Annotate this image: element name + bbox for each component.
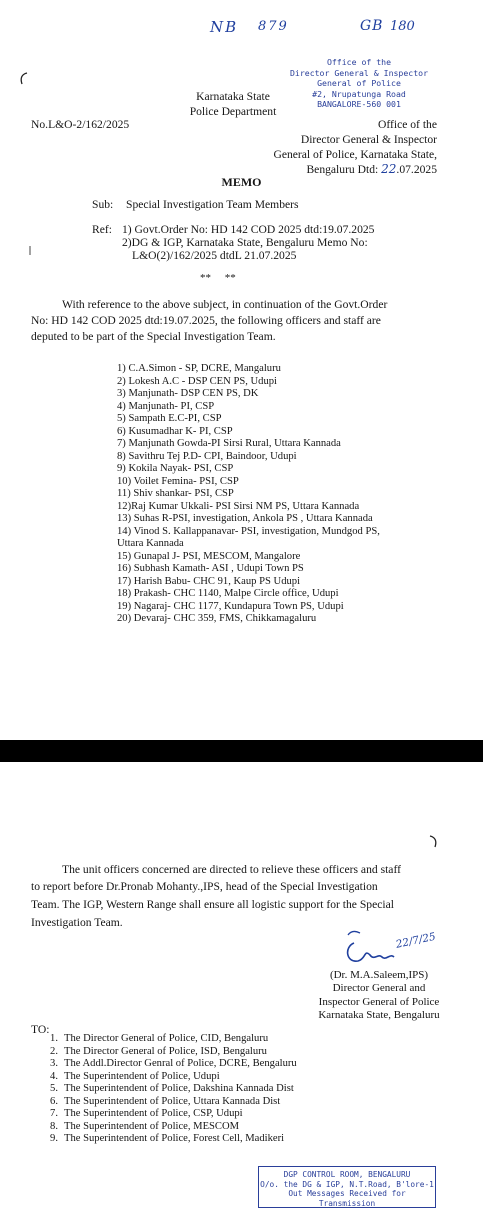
directive-paragraph-line-3: Team. The IGP, Western Range shall ensure all logistic support for the Special [31, 898, 394, 911]
recipient-item [34, 1096, 280, 1109]
signatory-title-2: Inspector General of Police [318, 995, 440, 1008]
ref-item-2: 2)DG & IGP, Karnataka State, Bengaluru Memo No: [122, 236, 368, 249]
stamp-top-line-4: #2, Nrupatunga Road [312, 88, 406, 99]
officer-item: 5) Sampath E.C-PI, CSP [117, 413, 222, 424]
memo-title: MEMO [221, 175, 262, 189]
officer-item: 12)Raj Kumar Ukkali- PSI Sirsi NM PS, Uttara Kannada [117, 500, 360, 512]
reference-number: No.L&O-2/162/2025 [31, 118, 130, 131]
recipient-number: 3. [50, 1058, 58, 1069]
punch-mark-middle [27, 245, 37, 257]
officer-item: 18) Prakash- CHC 1140, Malpe Circle office, Udupi [117, 588, 339, 599]
officer-item: 17) Harish Babu- CHC 91, Kaup PS Udupi [117, 575, 301, 587]
intro-paragraph-line-2: No: HD 142 COD 2025 dtd:19.07.2025, the following officers and staff are [31, 314, 381, 327]
intro-paragraph-line-3: deputed to be part of the Special Investigation Team. [31, 330, 276, 343]
page-break-bar [0, 740, 483, 762]
control-room-stamp [258, 1166, 436, 1208]
recipient-number: 9. [50, 1133, 58, 1144]
signatory-title-3: Karnataka State, Bengaluru [318, 1008, 440, 1021]
recipient-text: The Addl.Director Genral of Police, DCRE, Bengaluru [64, 1058, 297, 1069]
office-stamp-top [284, 57, 434, 110]
signature-date: 22/7/25 [394, 930, 437, 951]
to-label: TO: [31, 1023, 50, 1036]
directive-paragraph-line-1: The unit officers concerned are directed to relieve these officers and staff [62, 863, 401, 876]
recipient-item [34, 1133, 284, 1146]
officer-item: 7) Manjunath Gowda-PI Sirsi Rural, Uttara Kannada [117, 438, 341, 449]
signatory-name: (Dr. M.A.Saleem,IPS) [329, 969, 429, 981]
recipient-text: The Superintendent of Police, Uttara Kannada Dist [64, 1095, 281, 1107]
recipient-item [34, 1058, 297, 1071]
recipient-item [34, 1071, 220, 1084]
handwritten-nb-number: 879 [258, 19, 289, 34]
intro-paragraph-line-1: With reference to the above subject, in continuation of the Govt.Order [62, 298, 388, 311]
office-date-handwritten: 22 [381, 162, 397, 176]
control-room-stamp-line-1: DGP CONTROL ROOM, BENGALURU [283, 1170, 411, 1179]
officer-item: 8) Savithru Tej P.D- CPI, Baindoor, Udupi [117, 450, 297, 462]
department-header [180, 89, 286, 119]
punch-mark-page2 [427, 833, 441, 849]
directive-paragraph-line-4: Investigation Team. [31, 916, 123, 929]
state-label: Karnataka State [196, 90, 270, 103]
recipient-item [34, 1083, 294, 1096]
recipient-text: The Superintendent of Police, MESCOM [64, 1120, 240, 1132]
officer-item: 19) Nagaraj- CHC 1177, Kundapura Town PS, Udupi [117, 600, 344, 612]
signatory-block [305, 969, 453, 1022]
officer-item: 3) Manjunath- DSP CEN PS, DK [117, 388, 259, 399]
recipient-text: The Superintendent of Police, CSP, Udupi [64, 1108, 243, 1119]
office-date-prefix: Bengaluru Dtd: [306, 163, 382, 176]
control-room-stamp-text [259, 1167, 435, 1208]
control-room-stamp-line-3: Out Messages Received for Transmission [288, 1189, 406, 1208]
ref-item-1: 1) Govt.Order No: HD 142 COD 2025 dtd:19.07.2025 [122, 223, 375, 236]
recipient-number: 1. [50, 1033, 58, 1044]
office-line-2: Director General & Inspector [300, 133, 437, 146]
officer-item: 16) Subhash Kamath- ASI , Udupi Town PS [117, 563, 304, 574]
recipient-item [34, 1033, 268, 1046]
officer-item-continuation: Uttara Kannada [117, 538, 184, 549]
directive-paragraph-line-2: to report before Dr.Pronab Mohanty.,IPS, head of the Special Investigation [31, 880, 378, 893]
recipient-item [34, 1121, 239, 1134]
officer-item: 14) Vinod S. Kallappanavar- PSI, investigation, Mundgod PS, [117, 525, 380, 537]
officer-item: 9) Kokila Nayak- PSI, CSP [117, 463, 234, 474]
punch-mark-top [16, 70, 30, 86]
subject-text: Special Investigation Team Members [126, 198, 299, 211]
officer-item: 4) Manjunath- PI, CSP [117, 400, 215, 412]
recipient-text: The Director General of Police, CID, Bengaluru [64, 1033, 269, 1044]
recipient-number: 6. [50, 1095, 58, 1107]
stamp-top-line-1: Office of the [326, 57, 392, 67]
recipient-text: The Superintendent of Police, Dakshina Kannada Dist [64, 1083, 294, 1094]
recipient-item [34, 1046, 267, 1059]
recipient-number: 7. [50, 1108, 58, 1119]
control-room-stamp-line-2: O/o. the DG & IGP, N.T.Road, B'lore-1 [260, 1179, 434, 1189]
department-label: Police Department [189, 105, 277, 118]
recipient-text: The Superintendent of Police, Forest Cell, Madikeri [64, 1133, 285, 1144]
stamp-top-line-5: BANGALORE-560 001 [317, 99, 401, 109]
officer-item: 20) Devaraj- CHC 359, FMS, Chikkamagaluru [117, 613, 317, 624]
officer-item: 15) Gunapal J- PSI, MESCOM, Mangalore [117, 550, 301, 562]
recipient-item [34, 1108, 243, 1121]
officer-item: 6) Kusumadhar K- PI, CSP [117, 425, 233, 437]
officer-item: 2) Lokesh A.C - DSP CEN PS, Udupi [117, 375, 278, 387]
recipient-number: 8. [50, 1120, 58, 1132]
recipient-number: 4. [50, 1070, 58, 1082]
officer-item: 13) Suhas R-PSI, investigation, Ankola PS , Uttara Kannada [117, 513, 373, 524]
recipient-text: The Superintendent of Police, Udupi [64, 1070, 220, 1082]
officer-item: 10) Voilet Femina- PSI, CSP [117, 475, 239, 487]
handwritten-gb-number: 180 [390, 19, 415, 34]
recipient-number: 2. [50, 1045, 58, 1057]
stamp-top-line-2: Director General & Inspector [289, 67, 429, 78]
office-date-suffix: .07.2025 [396, 163, 437, 176]
officer-item: 11) Shiv shankar- PSI, CSP [117, 488, 234, 499]
separator-stars: ** ** [200, 272, 236, 284]
office-line-1: Office of the [377, 118, 437, 131]
recipient-number: 5. [50, 1083, 58, 1094]
officer-item: 1) C.A.Simon - SP, DCRE, Mangaluru [117, 363, 281, 374]
office-line-3: General of Police, Karnataka State, [273, 148, 437, 161]
ref-label: Ref: [92, 223, 112, 236]
recipient-text: The Director General of Police, ISD, Bengaluru [64, 1045, 267, 1057]
signatory-title-1: Director General and [332, 982, 426, 995]
handwritten-nb-label: NB [210, 18, 239, 36]
ref-item-2-cont: L&O(2)/162/2025 dtdL 21.07.2025 [132, 249, 297, 262]
stamp-top-line-3: General of Police [317, 78, 401, 88]
office-address [230, 117, 437, 177]
subject-label: Sub: [92, 198, 114, 211]
handwritten-gb-label: GB [360, 18, 384, 34]
